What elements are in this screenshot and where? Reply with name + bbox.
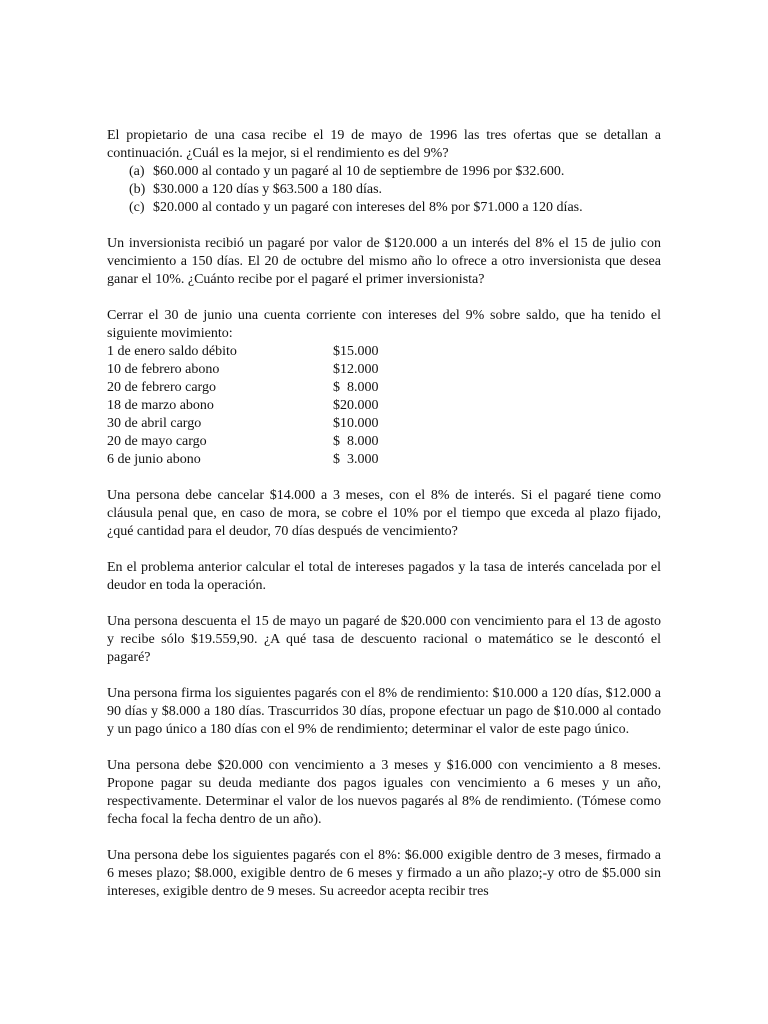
movement-desc: 18 de marzo abono (107, 398, 214, 413)
option-c (129, 199, 661, 217)
option-c-letter: (c) (129, 200, 145, 215)
movement-desc: 1 de enero saldo débito (107, 344, 237, 359)
table-row (107, 415, 379, 433)
movement-amount: $15.000 (333, 344, 379, 359)
movement-amount: $ 3.000 (333, 452, 379, 467)
movement-amount: $ 8.000 (333, 380, 379, 395)
movement-amount: $ 8.000 (333, 434, 379, 449)
account-movements-table (107, 343, 379, 469)
table-row (107, 343, 379, 361)
problem-8: Una persona debe $20.000 con vencimiento a 3 meses y $16.000 con vencimiento a 8 meses. Propone pagar su deuda mediante dos pagos iguales con vencimiento a 6 meses y un año, respectivamente. Determinar el valor de los nuevos pagarés al 8% de rendimiento. (Tómese como fecha focal la fecha dentro de un año). (107, 758, 661, 827)
problem-1-text: El propietario de una casa recibe el 19 de mayo de 1996 las tres ofertas que se detallan a continuación. ¿Cuál es la mejor, si el rendimiento es del 9%? (107, 128, 661, 161)
table-row (107, 433, 379, 451)
problem-1-options (107, 163, 661, 217)
table-row (107, 451, 379, 469)
movement-desc: 20 de mayo cargo (107, 434, 207, 449)
problem-5: En el problema anterior calcular el total de intereses pagados y la tasa de interés cancelada por el deudor en toda la operación. (107, 560, 661, 593)
movement-amount: $20.000 (333, 398, 379, 413)
table-row (107, 379, 379, 397)
problem-1 (107, 127, 661, 217)
option-c-text: $20.000 al contado y un pagaré con intereses del 8% por $71.000 a 120 días. (153, 200, 583, 215)
table-row (107, 397, 379, 415)
option-a-letter: (a) (129, 164, 145, 179)
problem-4: Una persona debe cancelar $14.000 a 3 meses, con el 8% de interés. Si el pagaré tiene como cláusula penal que, en caso de mora, se cobre el 10% por el tiempo que exceda al plazo fijado, ¿qué cantidad para el deudor, 70 días después de vencimiento? (107, 488, 661, 539)
option-b-text: $30.000 a 120 días y $63.500 a 180 días. (153, 182, 383, 197)
option-a-text: $60.000 al contado y un pagaré al 10 de septiembre de 1996 por $32.600. (153, 164, 565, 179)
option-a (129, 163, 661, 181)
problem-7: Una persona firma los siguientes pagarés con el 8% de rendimiento: $10.000 a 120 días, $12.000 a 90 días y $8.000 a 180 días. Trascurridos 30 días, propone efectuar un pago de $10.000 al contado y un pago único a 180 días con el 9% de rendimiento; determinar el valor de este pago único. (107, 686, 661, 737)
problem-3-text: Cerrar el 30 de junio una cuenta corriente con intereses del 9% sobre saldo, que ha tenido el siguiente movimiento: (107, 308, 661, 341)
problem-3 (107, 307, 661, 469)
movement-desc: 30 de abril cargo (107, 416, 202, 431)
movement-amount: $10.000 (333, 416, 379, 431)
table-row (107, 361, 379, 379)
movement-desc: 6 de junio abono (107, 452, 201, 467)
option-b (129, 181, 661, 199)
option-b-letter: (b) (129, 182, 146, 197)
movement-desc: 10 de febrero abono (107, 362, 220, 377)
movement-amount: $12.000 (333, 362, 379, 377)
problem-9: Una persona debe los siguientes pagarés con el 8%: $6.000 exigible dentro de 3 meses, firmado a 6 meses plazo; $8.000, exigible dentro de 6 meses y firmado a un año plazo;-y otro de $5.000 sin intereses, exigible dentro de 9 meses. Su acreedor acepta recibir tres (107, 848, 661, 899)
movement-desc: 20 de febrero cargo (107, 380, 216, 395)
problem-2: Un inversionista recibió un pagaré por valor de $120.000 a un interés del 8% el 15 de julio con vencimiento a 150 días. El 20 de octubre del mismo año lo ofrece a otro inversionista que desea ganar el 10%. ¿Cuánto recibe por el pagaré el primer inversionista? (107, 236, 661, 287)
document-page (107, 127, 661, 919)
problem-6: Una persona descuenta el 15 de mayo un pagaré de $20.000 con vencimiento para el 13 de agosto y recibe sólo $19.559,90. ¿A qué tasa de descuento racional o matemático se le descontó el pagaré? (107, 614, 661, 665)
